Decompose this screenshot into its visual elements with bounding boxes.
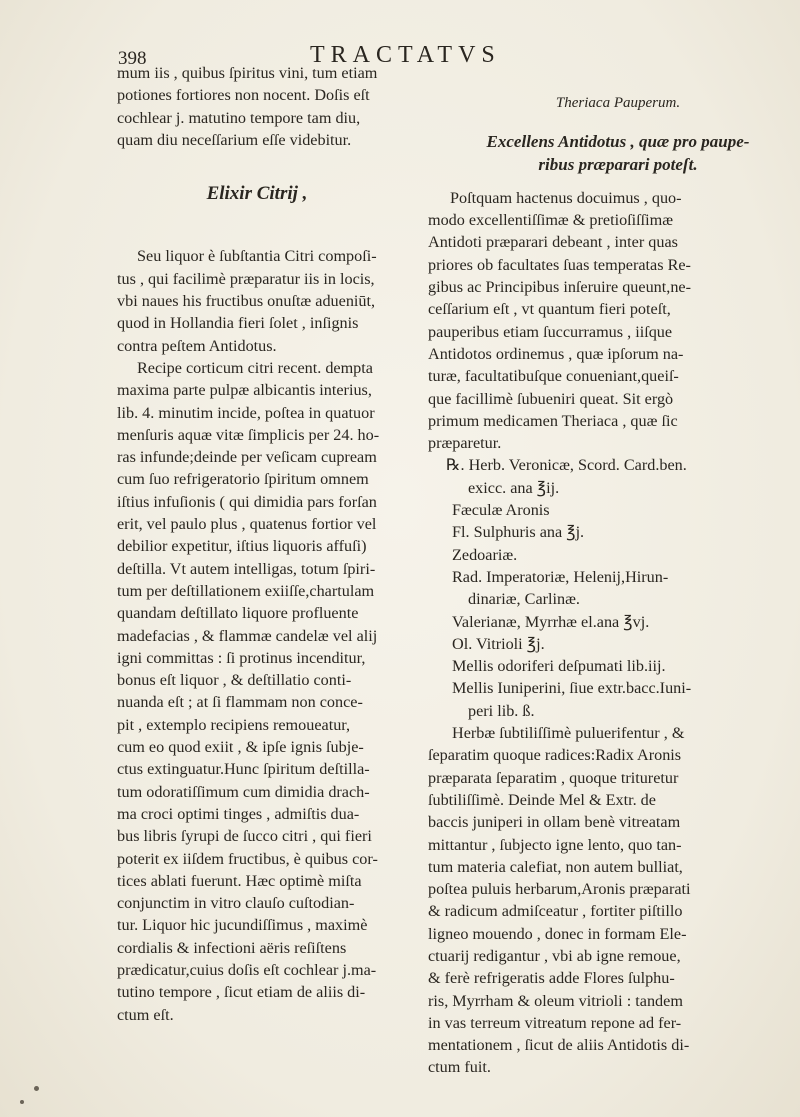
- left-intro-paragraph: [117, 62, 407, 151]
- page-number: 398: [118, 48, 147, 69]
- text-line: deſtilla. Vt autem intelligas, totum ſpiri-: [117, 559, 376, 578]
- text-line: Ol. Vitrioli ℥j.: [452, 634, 545, 653]
- text-line: ſubtiliſſimè. Deinde Mel & Extr. de: [428, 790, 656, 809]
- section-title-elixir-citri: Elixir Citrij ,: [206, 183, 308, 205]
- left-body-text: [117, 245, 407, 1025]
- text-line: contra peſtem Antidotus.: [117, 336, 277, 355]
- text-line: Mellis odoriferi deſpumati lib.iij.: [452, 657, 666, 676]
- text-line: Poſtquam hactenus docuimus , quo-: [450, 188, 682, 207]
- section-subtitle-theriaca: Theriaca Pauperum.: [555, 95, 681, 111]
- text-line: mittantur , ſubjecto igne lento, quo tan-: [428, 835, 682, 854]
- text-line: prædicatur,cuius doſis eſt cochlear j.ma-: [117, 960, 377, 979]
- text-line: cordialis & infectioni aëris reſiſtens: [117, 938, 347, 957]
- running-head: TRACTATVS: [310, 42, 501, 68]
- text-line: in vas terreum vitreatum repone ad fer-: [428, 1013, 682, 1032]
- text-line: ctus extinguatur.Hunc ſpiritum deſtilla-: [117, 760, 370, 779]
- text-line: ceſſarium eſt , vt quantum fieri poteſt,: [428, 300, 671, 319]
- text-line: lib. 4. minutim incide, poſtea in quatuor: [117, 403, 375, 422]
- text-line: ras infunde;deinde per veſicam cupream: [117, 448, 377, 467]
- text-line: Valerianæ, Myrrhæ el.ana ℥vj.: [452, 612, 650, 631]
- text-line: mum iis , quibus ſpiritus vini, tum etiam: [117, 64, 378, 82]
- text-line: quam diu neceſſarium eſſe videbitur.: [117, 130, 352, 149]
- title-line: ribus præparari poteſt.: [538, 154, 698, 174]
- text-line: ma croci optimi tinges , admiſtis dua-: [117, 804, 360, 823]
- right-column: [428, 62, 788, 1079]
- text-line: maxima parte pulpæ albicantis interius,: [117, 381, 372, 400]
- text-line: ctum fuit.: [428, 1058, 491, 1077]
- text-line: menſuris aquæ vitæ ſimplicis per 24. ho-: [117, 425, 380, 444]
- text-line: ligneo mouendo , donec in formam Ele-: [428, 924, 687, 943]
- text-line: priores ob facultates ſuas temperatas Re-: [428, 255, 691, 274]
- text-line: primum medicamen Theriaca , quæ ſic: [428, 411, 678, 430]
- text-line: madefacias , & flammæ candelæ vel alij: [117, 626, 378, 645]
- text-line: ſeparatim quoque radices:Radix Aronis: [428, 746, 682, 765]
- text-line: tum per deſtillationem exiiſſe,chartulam: [117, 581, 375, 600]
- text-line: Fæculæ Aronis: [452, 501, 550, 520]
- paper-speck: [20, 1100, 24, 1104]
- text-line: Rad. Imperatoriæ, Helenij,Hirun-: [452, 567, 669, 586]
- text-line: modo excellentiſſimæ & pretioſiſſimæ: [428, 211, 674, 230]
- section-title-excellens-antidotus: [428, 130, 788, 175]
- text-line: tices ablati fuerunt. Hæc optimè miſta: [117, 871, 362, 890]
- text-line: nuanda eſt ; at ſi flammam non conce-: [117, 693, 363, 712]
- text-line: Zedoariæ.: [452, 545, 518, 564]
- text-line: que facillimè ſubueniri queat. Sit ergò: [428, 389, 674, 408]
- text-line: quandam deſtillato liquore profluente: [117, 604, 359, 623]
- text-line: Mellis Iuniperini, ſiue extr.bacc.Iuni-: [452, 679, 692, 698]
- text-line: pauperibus etiam ſuccurramus , iiſque: [428, 322, 673, 341]
- text-line: præparata ſeparatim , quoque trituretur: [428, 768, 679, 787]
- text-line: pit , extemplo recipiens remoueatur,: [117, 715, 351, 734]
- text-line: conjunctim in vitro clauſo cuſtodian-: [117, 894, 355, 913]
- text-line: Antidoti præparari debeant , inter quas: [428, 233, 678, 252]
- text-line: Seu liquor è ſubſtantia Citri compoſi-: [137, 247, 377, 266]
- text-line: tutino tempore , ſicut etiam de aliis di-: [117, 983, 366, 1002]
- text-line: dinariæ, Carlinæ.: [468, 590, 580, 609]
- text-line: bus libris ſyrupi de ſucco citri , qui fieri: [117, 827, 372, 846]
- text-line: cum eo quod exiit , & ipſe ignis ſubje-: [117, 738, 364, 757]
- text-line: ℞. Herb. Veronicæ, Scord. Card.ben.: [446, 456, 687, 475]
- text-line: turæ, facultatibuſque conueniant,queiſ-: [428, 367, 679, 386]
- text-line: mentationem , ſicut de aliis Antidotis di-: [428, 1036, 690, 1055]
- text-line: Antidotos ordinemus , quæ ipſorum na-: [428, 344, 684, 363]
- text-line: Fl. Sulphuris ana ℥j.: [452, 523, 585, 542]
- text-line: gibus ac Principibus inſeruire queunt,ne-: [428, 278, 691, 297]
- text-line: ctuarij redigantur , vbi ab igne remoue,: [428, 946, 681, 965]
- text-line: debilior expetitur, iſtius liquoris affuſi): [117, 537, 367, 556]
- text-line: igni committas : ſi protinus incenditur,: [117, 648, 366, 667]
- text-line: præparetur.: [428, 434, 502, 453]
- text-line: tus , qui facilimè præparatur iis in locis,: [117, 269, 375, 288]
- text-line: ris, Myrrham & oleum vitrioli : tandem: [428, 991, 683, 1010]
- text-line: vbi naues his fructibus onuſtæ adueniūt,: [117, 292, 376, 311]
- left-column: [117, 62, 407, 1026]
- page-header: [100, 28, 760, 69]
- text-line: tur. Liquor hic jucundiſſimus , maximè: [117, 916, 368, 935]
- text-line: exicc. ana ℥ij.: [468, 478, 560, 497]
- text-line: bonus eſt liquor , & deſtillatio conti-: [117, 671, 352, 690]
- text-line: Herbæ ſubtiliſſimè puluerifentur , &: [452, 724, 685, 743]
- text-line: poterit ex iiſdem fructibus, è quibus cor-: [117, 849, 378, 868]
- text-line: erit, vel paulo plus , quatenus fortior vel: [117, 515, 377, 534]
- text-line: poſtea puluis herbarum,Aronis præparati: [428, 880, 691, 899]
- text-line: & ferè refrigeratis adde Flores ſulphu-: [428, 969, 675, 988]
- text-line: & radicum admiſceatur , fortiter piſtillo: [428, 902, 683, 921]
- title-line: Excellens Antidotus , quæ pro paupe-: [486, 132, 750, 152]
- text-line: baccis juniperi in ollam benè vitreatam: [428, 813, 681, 832]
- text-line: peri lib. ß.: [468, 701, 535, 720]
- text-line: tum materia calefiat, non autem bulliat,: [428, 857, 683, 876]
- text-line: quod in Hollandia fieri ſolet , inſignis: [117, 314, 359, 333]
- text-line: cum ſuo refrigeratorio ſpiritum omnem: [117, 470, 369, 489]
- text-line: Recipe corticum citri recent. dempta: [137, 358, 373, 377]
- text-line: ctum eſt.: [117, 1005, 174, 1024]
- text-line: potiones fortiores non nocent. Doſis eſt: [117, 86, 370, 105]
- right-body-text: [428, 187, 788, 1079]
- text-line: tum odoratiſſimum cum dimidia drach-: [117, 782, 370, 801]
- paper-speck: [34, 1086, 39, 1091]
- text-line: iſtius infuſionis ( qui dimidia pars forſan: [117, 492, 377, 511]
- text-line: cochlear j. matutino tempore tam diu,: [117, 108, 361, 127]
